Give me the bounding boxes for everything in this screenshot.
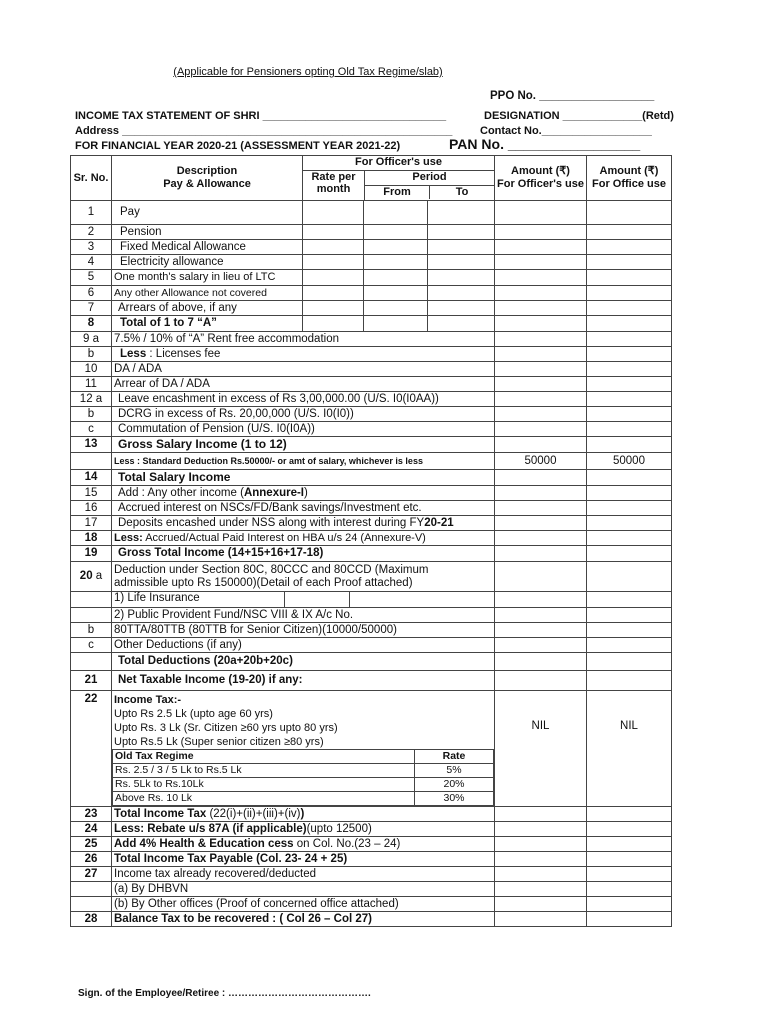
- table-row: 25 Add 4% Health & Education cess on Col. No.(23 – 24): [71, 837, 672, 852]
- table-row: 27 Income tax already recovered/deducted: [71, 867, 672, 882]
- table-row: 19 Gross Total Income (14+15+16+17-18): [71, 546, 672, 562]
- table-row: 2) Public Provident Fund/NSC VIII & IX A/c No.: [71, 608, 672, 623]
- table-row: 11 Arrear of DA / ADA: [71, 377, 672, 392]
- officer-use-header: For Officer's use Rate per month Period From To: [303, 156, 495, 201]
- table-row: 26 Total Income Tax Payable (Col. 23- 24 + 25): [71, 852, 672, 867]
- table-row: 24 Less: Rebate u/s 87A (if applicable)(upto 12500): [71, 822, 672, 837]
- statement-title: INCOME TAX STATEMENT OF SHRI ______________________________: [75, 110, 447, 122]
- table-row: 1) Life Insurance: [71, 592, 672, 608]
- rate-header: Rate per month: [303, 171, 365, 200]
- description-header: Description Pay & Allowance: [112, 156, 303, 201]
- table-row: 4 Electricity allowance: [71, 255, 672, 270]
- table-row: 21 Net Taxable Income (19-20) if any:: [71, 671, 672, 691]
- amount-officer-header: Amount (₹) For Officer's use: [495, 156, 587, 201]
- address-field: Address ______________________________________________________: [75, 125, 453, 137]
- designation-field: DESIGNATION _____________(Retd): [484, 110, 674, 122]
- table-row: 15 Add : Any other income (Annexure-I): [71, 486, 672, 501]
- table-row: 1 Pay: [71, 201, 672, 225]
- table-row: 28 Balance Tax to be recovered : ( Col 26 – Col 27): [71, 912, 672, 927]
- old-tax-regime-table: Old Tax Regime Rate Rs. 2.5 / 3 / 5 Lk to Rs.5 Lk 5% Rs. 5Lk to Rs.10Lk 20% Above Rs. 10 Lk 30%: [112, 749, 494, 806]
- to-header: To: [455, 186, 469, 198]
- table-row: 3 Fixed Medical Allowance: [71, 240, 672, 255]
- table-row: c Commutation of Pension (U/S. I0(I0A)): [71, 422, 672, 437]
- table-row: 2 Pension: [71, 225, 672, 240]
- table-header-row: [71, 156, 672, 201]
- table-row: 13 Gross Salary Income (1 to 12): [71, 437, 672, 453]
- table-row: (a) By DHBVN: [71, 882, 672, 897]
- table-row: 6 Any other Allowance not covered: [71, 286, 672, 301]
- table-row: 5 One month's salary in lieu of LTC: [71, 270, 672, 286]
- total-deductions-row: Total Deductions (20a+20b+20c): [71, 653, 672, 671]
- table-row: (b) By Other offices (Proof of concerned office attached): [71, 897, 672, 912]
- pan-number: PAN No. _________________: [449, 136, 641, 152]
- table-row: b 80TTA/80TTB (80TTB for Senior Citizen)(10000/50000): [71, 623, 672, 638]
- table-row: b DCRG in excess of Rs. 20,00,000 (U/S. I0(I0)): [71, 407, 672, 422]
- table-row: b Less : Licenses fee: [71, 347, 672, 362]
- period-header: Period: [365, 171, 494, 186]
- table-row: 10 DA / ADA: [71, 362, 672, 377]
- signature-line: Sign. of the Employee/Retiree : …………………………………….: [78, 988, 371, 999]
- ppo-number: PPO No. __________________: [490, 90, 655, 102]
- table-row: 16 Accrued interest on NSCs/FD/Bank savings/Investment etc.: [71, 501, 672, 516]
- standard-deduction-row: Less : Standard Deduction Rs.50000/- or amt of salary, whichever is less 50000 50000: [71, 453, 672, 470]
- income-tax-row: 22 Income Tax:- Upto Rs 2.5 Lk (upto age 60 yrs) Upto Rs. 3 Lk (Sr. Citizen ≥60 yrs upto 80 yrs) Upto Rs.5 Lk (Super senior citizen ≥80 yrs) Old Tax Regime Rate Rs. 2.5 / 3 / 5 Lk to Rs.5 Lk 5% Rs. 5Lk to Rs.10Lk 20% Above Rs. 10 Lk 30% NIL NIL: [71, 691, 672, 807]
- table-row: 23 Total Income Tax (22(i)+(ii)+(iii)+(iv)): [71, 807, 672, 822]
- table-row: 7 Arrears of above, if any: [71, 301, 672, 316]
- table-row: 8 Total of 1 to 7 “A”: [71, 316, 672, 332]
- sr-no-header: Sr. No.: [71, 156, 112, 201]
- applicability-note: (Applicable for Pensioners opting Old Tax Regime/slab): [173, 66, 443, 78]
- amount-office-header: Amount (₹) For Office use: [587, 156, 672, 201]
- table-row: 20 a Deduction under Section 80C, 80CCC and 80CCD (Maximum admissible upto Rs 150000)(Detail of each Proof attached): [71, 562, 672, 592]
- table-row: 18 Less: Accrued/Actual Paid Interest on HBA u/s 24 (Annexure-V): [71, 531, 672, 546]
- table-row: 17 Deposits encashed under NSS along with interest during FY20-21: [71, 516, 672, 531]
- table-row: 14 Total Salary Income: [71, 470, 672, 486]
- table-row: c Other Deductions (if any): [71, 638, 672, 653]
- table-row: 12 a Leave encashment in excess of Rs 3,00,000.00 (U/S. I0(I0AA)): [71, 392, 672, 407]
- table-row: 9 a 7.5% / 10% of “A” Rent free accommodation: [71, 332, 672, 347]
- contact-field: Contact No.__________________: [480, 125, 652, 137]
- financial-year: FOR FINANCIAL YEAR 2020-21 (ASSESSMENT YEAR 2021-22): [75, 140, 401, 152]
- income-tax-table: [70, 155, 672, 927]
- from-header: From: [365, 186, 430, 199]
